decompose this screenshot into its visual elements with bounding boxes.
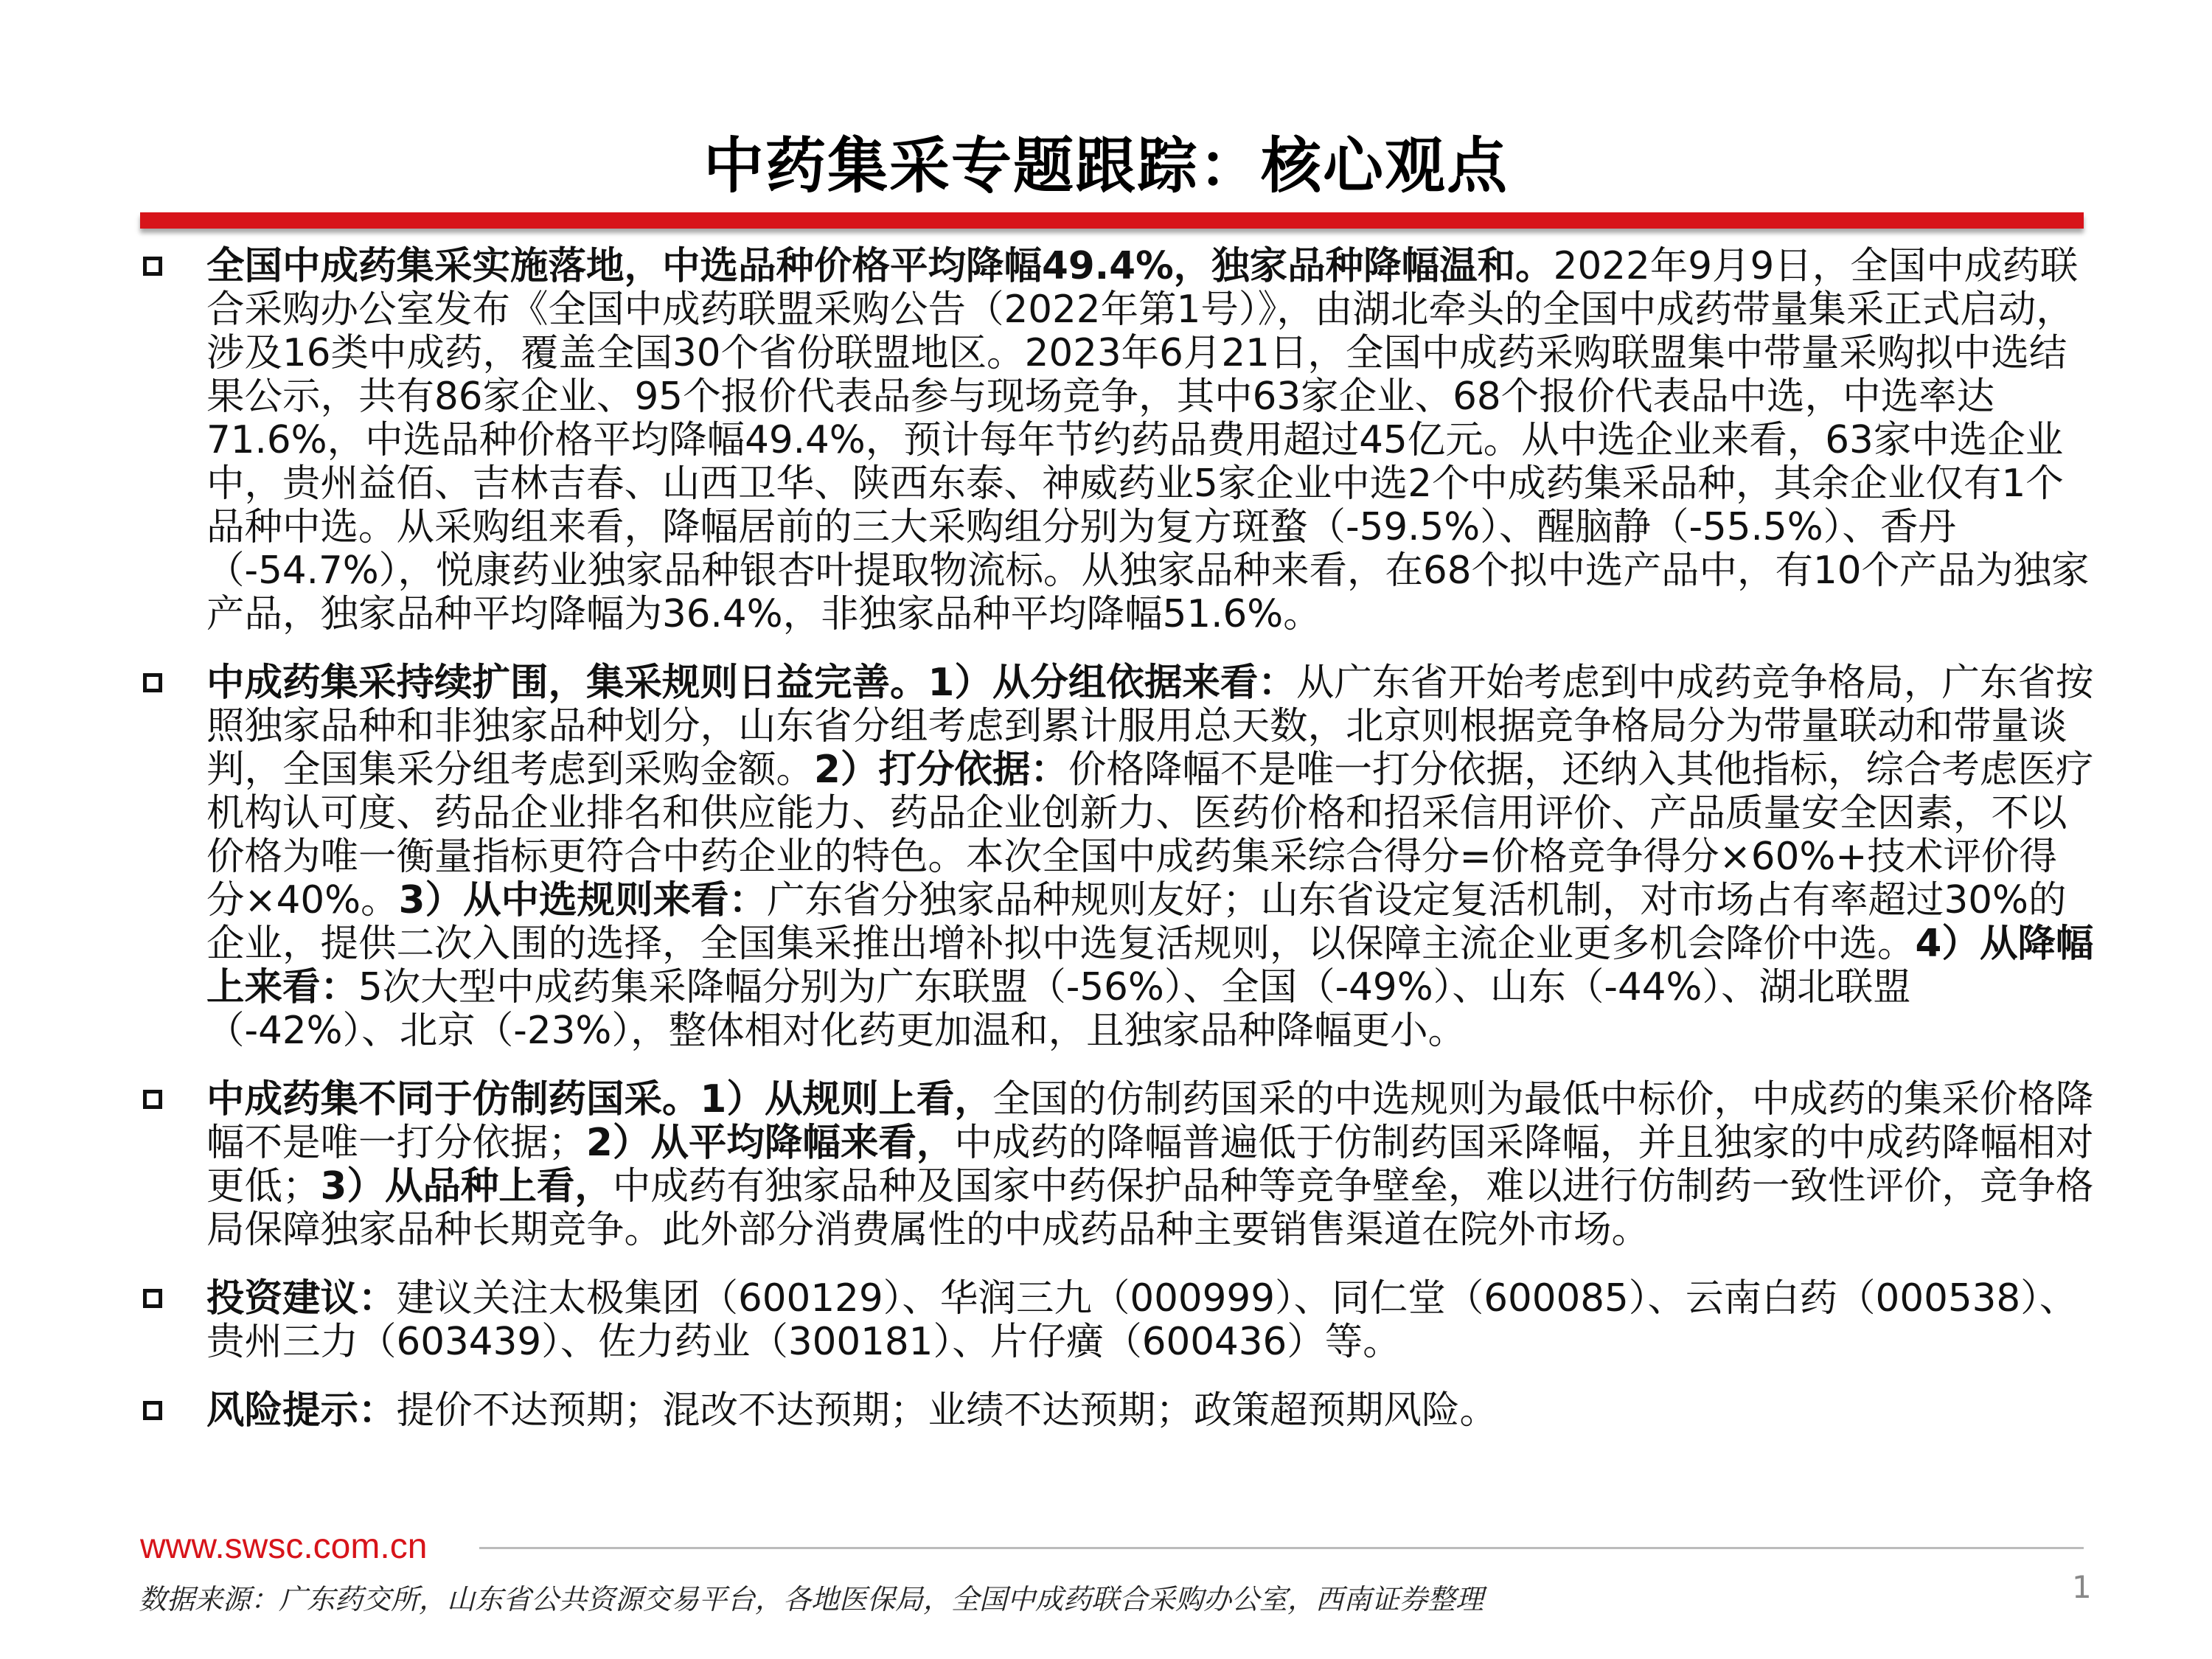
checkbox-bullet-icon: [143, 257, 162, 276]
page-number: 1: [2072, 1569, 2092, 1605]
bullet-item: [140, 1389, 2094, 1433]
bullet-body-segment: 中成药有独家品种及国家中药保护品种等竞争壁垒，难以进行仿制药一致性评价，竞争格局保障独家品种长期竞争。此外部分消费属性的中成药品种主要销售渠道在院外市场。: [206, 1164, 2094, 1252]
bullet-body-segment: 全国的仿制药国采的中选规则为最低中标价，中成药的集采价格降幅不是唯一打分依据；: [206, 1077, 2094, 1165]
bullet-body-segment: 价格降幅不是唯一打分依据，还纳入其他指标，综合考虑医疗机构认可度、药品企业排名和供应能力、药品企业创新力、医药价格和招采信用评价、产品质量安全因素，不以价格为唯一衡量指标更符合中药企业的特色。本次全国中成药集采综合得分=价格竞争得分×60%+技术评价得分×40%。: [206, 748, 2094, 922]
source-note: 数据来源：广东药交所，山东省公共资源交易平台，各地医保局，全国中成药联合采购办公室，西南证券整理: [139, 1583, 1484, 1615]
bullet-text: [206, 244, 2090, 636]
bullet-text: [206, 661, 2093, 1053]
checkbox-bullet-icon: [143, 1401, 162, 1420]
bullet-heading-segment: 2）打分依据：: [814, 748, 1068, 792]
bullet-text: [206, 1276, 2077, 1364]
bullet-heading-segment: 4）从降幅上来看：: [206, 922, 2094, 1009]
bullet-body-segment: 广东省分独家品种规则友好；山东省设定复活机制，对市场占有率超过30%的企业，提供二次入围的选择，全国集采推出增补拟中选复活规则，以保障主流企业更多机会降价中选。: [206, 878, 2067, 966]
bullet-heading-segment: 全国中成药集采实施落地，中选品种价格平均降幅49.4%，独家品种降幅温和。: [206, 244, 1554, 288]
bullet-item: [140, 1078, 2094, 1252]
bullet-item: [140, 245, 2094, 636]
bullet-body-segment: 5次大型中成药集采降幅分别为广东联盟（-56%）、全国（-49%）、山东（-44%）、湖北联盟（-42%）、北京（-23%），整体相对化药更加温和，且独家品种降幅更小。: [206, 965, 1911, 1053]
bullet-heading-segment: 中成药集不同于仿制药国采。1）从规则上看，: [206, 1077, 992, 1121]
checkbox-bullet-icon: [143, 1289, 162, 1308]
bullet-body-segment: 从广东省开始考虑到中成药竞争格局，广东省按照独家品种和非独家品种划分，山东省分组考虑到累计服用总天数，北京则根据竞争格局分为带量联动和带量谈判，全国集采分组考虑到采购金额。: [206, 661, 2094, 792]
bullet-heading-segment: 投资建议：: [206, 1276, 397, 1321]
bullet-item: [140, 1277, 2094, 1364]
bullet-item: [140, 661, 2094, 1053]
footer-url-link[interactable]: www.swsc.com.cn: [140, 1527, 428, 1566]
bullet-heading-segment: 中成药集采持续扩围，集采规则日益完善。1）从分组依据来看：: [206, 661, 1296, 705]
content-body: [140, 245, 2094, 1458]
bullet-heading-segment: 2）从平均降幅来看，: [586, 1121, 955, 1165]
bullet-body-segment: 中成药的降幅普遍低于仿制药国采降幅，并且独家的中成药降幅相对更低；: [206, 1121, 2094, 1208]
title-underline-bar: [140, 212, 2084, 229]
bullet-text: [206, 1388, 1498, 1433]
bullet-body-segment: 2022年9月9日，全国中成药联合采购办公室发布《全国中成药联盟采购公告（2022年第1号）》，由湖北牵头的全国中成药带量集采正式启动，涉及16类中成药，覆盖全国30个省份联盟地区。2023年6月21日，全国中成药采购联盟集中带量采购拟中选结果公示，共有86家企业、95个报价代表品参与现场竞争，其中63家企业、68个报价代表品中选，中选率达71.6%，中选品种价格平均降幅49.4%，预计每年节约药品费用超过45亿元。从中选企业来看，63家中选企业中，贵州益佰、吉林吉春、山西卫华、陕西东泰、神威药业5家企业中选2个中成药集采品种，其余企业仅有1个品种中选。从采购组来看，降幅居前的三大采购组分别为复方斑蝥（-59.5%）、醒脑静（-55.5%）、香丹（-54.7%），悦康药业独家品种银杏叶提取物流标。从独家品种来看，在68个拟中选产品中，有10个产品为独家产品，独家品种平均降幅为36.4%，非独家品种平均降幅51.6%。: [206, 244, 2090, 636]
bullet-text: [206, 1077, 2093, 1252]
bullet-body-segment: 建议关注太极集团（600129）、华润三九（000999）、同仁堂（600085）、云南白药（000538）、贵州三力（603439）、佐力药业（300181）、片仔癀（600436）等。: [206, 1276, 2078, 1364]
bullet-body-segment: 提价不达预期；混改不达预期；业绩不达预期；政策超预期风险。: [396, 1388, 1498, 1433]
bullet-heading-segment: 风险提示：: [206, 1388, 397, 1433]
bullet-heading-segment: 3）从品种上看，: [320, 1164, 613, 1208]
page-title: 中药集采专题跟踪：核心观点: [703, 131, 1509, 201]
footer-divider: [479, 1547, 2084, 1549]
bullet-heading-segment: 3）从中选规则来看：: [398, 878, 767, 922]
checkbox-bullet-icon: [143, 1090, 162, 1109]
checkbox-bullet-icon: [143, 673, 162, 692]
